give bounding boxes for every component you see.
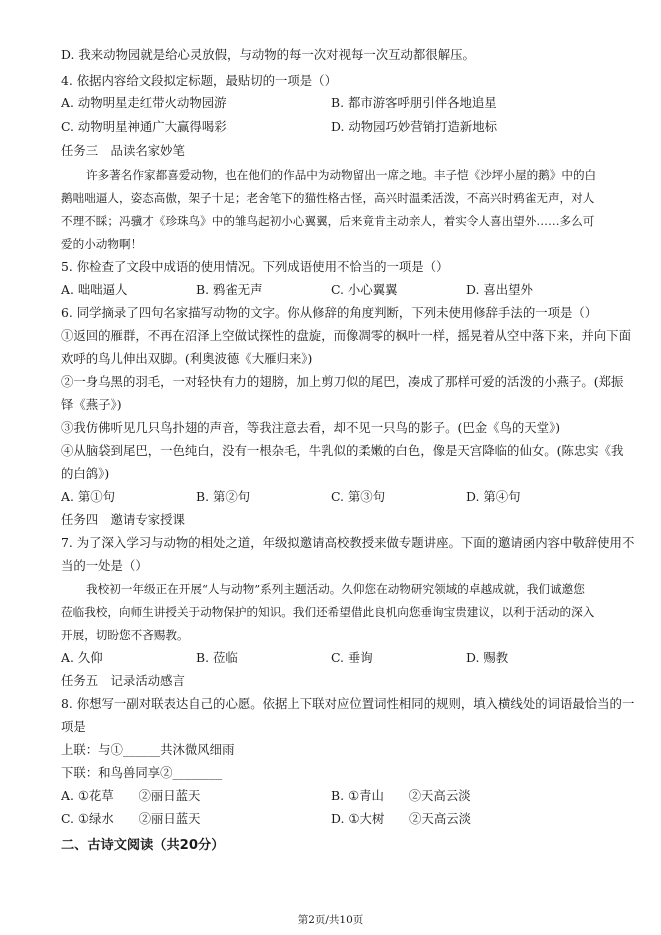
q6-line-7: 的白鸽》) <box>61 466 110 481</box>
q7-stem-line-1: 7. 为了深入学习与动物的相处之道，年级拟邀请高校教授来做专题讲座。下面的邀请函内容中敬辞使用不 <box>61 535 635 550</box>
q5-option-c: C. 小心翼翼 <box>331 282 398 297</box>
q6-line-3: ②一身乌黑的羽毛，一对轻快有力的翅膀，加上剪刀似的尾巴，凑成了那样可爱的活泼的小燕子。(郑振 <box>61 374 624 389</box>
q6-line-1: ①返回的雁群，不再在沼泽上空做试探性的盘旋，而像凋零的枫叶一样，摇晃着从空中落下来，并向下面 <box>61 328 631 343</box>
q5-option-d: D. 喜出望外 <box>466 282 533 297</box>
q3-option-d: D. 我来动物园就是给心灵放假，与动物的每一次对视每一次互动都很解压。 <box>61 47 475 62</box>
task-4-heading: 任务四 邀请专家授课 <box>61 512 185 527</box>
q7-stem-line-2: 当的一处是（） <box>61 558 148 573</box>
passage3-line-4: 爱的小动物啊！ <box>61 237 143 251</box>
q8-lower-couplet: 下联：和鸟兽同享②________ <box>61 765 223 780</box>
q5-option-b: B. 鸦雀无声 <box>196 282 263 297</box>
q4-option-b: B. 都市游客呼朋引伴各地追星 <box>331 95 497 110</box>
q6-option-d: D. 第④句 <box>466 489 521 504</box>
q8-upper-couplet: 上联：与①______共沐微风细雨 <box>61 742 235 757</box>
q6-stem: 6. 同学摘录了四句名家描写动物的文字。你从修辞的角度判断，下列未使用修辞手法的一项是（） <box>61 305 598 320</box>
q6-line-4: 铎《燕子》) <box>61 397 122 412</box>
q4-option-a: A. 动物明星走红带火动物园游 <box>61 95 227 110</box>
q8-stem-line-2: 项是 <box>61 719 86 734</box>
task-3-heading: 任务三 品读名家妙笔 <box>61 143 185 158</box>
q5-stem: 5. 你检查了文段中成语的使用情况。下列成语使用不恰当的一项是（） <box>61 259 449 274</box>
q6-line-2: 欢呼的鸟儿伸出双脚。(利奥波德《大雁归来》) <box>61 351 313 366</box>
q6-line-5: ③我仿佛听见几只鸟扑翅的声音，等我注意去看，却不见一只鸟的影子。(巴金《鸟的天堂》) <box>61 420 561 435</box>
q6-option-a: A. 第①句 <box>61 489 115 504</box>
passage3-line-2: 鹅咄咄逼人，姿态高傲，架子十足；老舍笔下的猫性格古怪，高兴时温柔活泼，不高兴时鸦雀无声，对人 <box>61 191 595 205</box>
q4-stem: 4. 依据内容给文段拟定标题，最贴切的一项是（） <box>61 73 337 88</box>
q6-option-b: B. 第②句 <box>196 489 251 504</box>
section-2-heading: 二、古诗文阅读（共20分） <box>61 838 225 853</box>
q7-letter-line-2: 莅临我校，向师生讲授关于动物保护的知识。我们还希望借此良机向您垂询宝贵建议，以利于活动的深入 <box>61 605 595 619</box>
passage3-line-1: 许多著名作家都喜爱动物，也在他们的作品中为动物留出一席之地。丰子恺《沙坪小屋的鹅》中的白 <box>86 168 597 182</box>
q7-option-a: A. 久仰 <box>61 650 103 665</box>
q4-option-c: C. 动物明星神通广大赢得喝彩 <box>61 119 227 134</box>
q4-option-d: D. 动物园巧妙营销打造新地标 <box>331 119 498 134</box>
q5-option-a: A. 咄咄逼人 <box>61 282 128 297</box>
q8-stem-line-1: 8. 你想写一副对联表达自己的心愿。依据上下联对应位置词性相同的规则，填入横线处的词语最恰当的一 <box>61 696 635 711</box>
page-number: 第2页/共10页 <box>297 914 364 926</box>
q6-option-c: C. 第③句 <box>331 489 386 504</box>
q8-option-d: D. ①大树 ②天高云淡 <box>331 811 471 826</box>
q8-option-c: C. ①绿水 ②丽日蓝天 <box>61 811 201 826</box>
q7-letter-line-3: 开展，切盼您不吝赐教。 <box>61 628 189 642</box>
q8-option-a: A. ①花草 ②丽日蓝天 <box>61 788 201 803</box>
q7-letter-line-1: 我校初一年级正在开展“人与动物”系列主题活动。久仰您在动物研究领域的卓越成就，我们诚邀您 <box>86 582 585 596</box>
q7-option-c: C. 垂询 <box>331 650 373 665</box>
q8-option-b: B. ①青山 ②天高云淡 <box>331 788 471 803</box>
task-5-heading: 任务五 记录活动感言 <box>61 673 185 688</box>
q7-option-d: D. 赐教 <box>466 650 509 665</box>
passage3-line-3: 不理不睬；冯骥才《珍珠鸟》中的雏鸟起初小心翼翼，后来竟肯主动亲人，着实令人喜出望外……多么可 <box>61 214 595 228</box>
q6-line-6: ④从脑袋到尾巴，一色纯白，没有一根杂毛，牛乳似的柔嫩的白色，像是天宫降临的仙女。(陈忠实《我 <box>61 443 624 458</box>
q7-option-b: B. 莅临 <box>196 650 238 665</box>
